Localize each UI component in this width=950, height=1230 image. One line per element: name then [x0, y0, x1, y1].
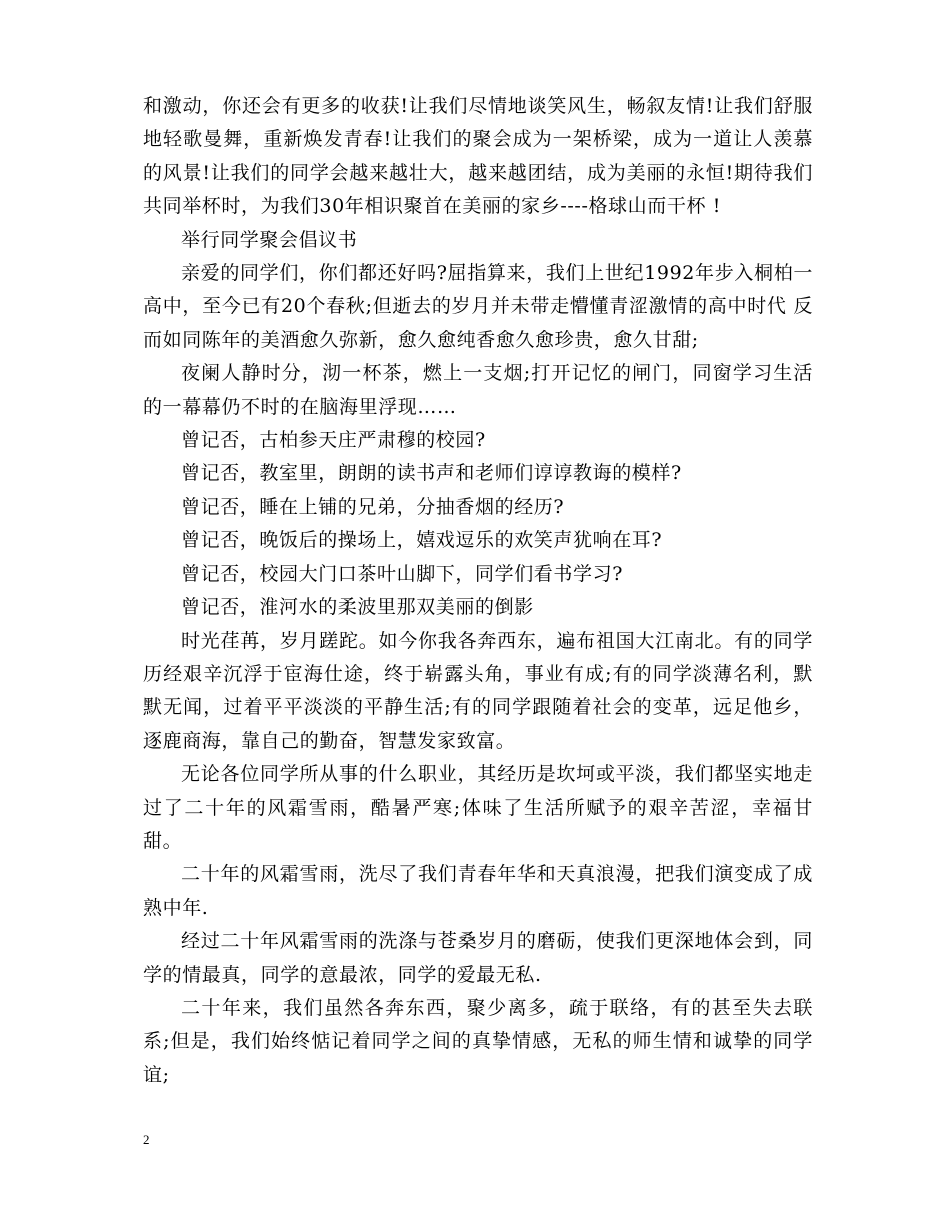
page-number: 2	[143, 1132, 150, 1147]
memory-line-6: 曾记否，淮河水的柔波里那双美丽的倒影	[181, 596, 534, 619]
memory-line-5: 曾记否，校园大门口茶叶山脚下，同学们看书学习?	[181, 562, 623, 585]
paragraph-3: 夜阑人静时分，沏一杯茶，燃上一支烟;打开记忆的闸门，同窗学习生活的一幕幕仍不时的在脑海里浮现……	[143, 362, 813, 418]
memory-line-4: 曾记否，晚饭后的操场上，嬉戏逗乐的欢笑声犹响在耳?	[181, 529, 663, 552]
paragraph-5: 无论各位同学所从事的什么职业，其经历是坎坷或平淡，我们都坚实地走过了二十年的风霜雪雨，酷暑严寒;体味了生活所赋予的艰辛苦涩，幸福甘甜。	[143, 763, 813, 852]
memory-line-3: 曾记否，睡在上铺的兄弟，分抽香烟的经历?	[181, 495, 565, 518]
document-body	[143, 90, 813, 1092]
paragraph-4: 时光荏苒，岁月蹉跎。如今你我各奔西东，遍布祖国大江南北。有的同学历经艰辛沉浮于宦海仕途，终于崭露头角，事业有成;有的同学淡薄名利，默默无闻，过着平平淡淡的平静生活;有的同学跟随着社会的变革，远足他乡，逐鹿商海，靠自己的勤奋，智慧发家致富。	[143, 629, 813, 752]
memory-line-2: 曾记否，教室里，朗朗的读书声和老师们谆谆教诲的模样?	[181, 462, 682, 485]
paragraph-7: 经过二十年风霜雪雨的洗涤与苍桑岁月的磨砺，使我们更深地体会到，同学的情最真，同学的意最浓，同学的爱最无私.	[143, 930, 813, 986]
paragraph-6: 二十年的风霜雪雨，洗尽了我们青春年华和天真浪漫，把我们演变成了成熟中年.	[143, 863, 813, 919]
memory-line-1: 曾记否，古柏参天庄严肃穆的校园?	[181, 429, 486, 452]
paragraph-1: 和激动，你还会有更多的收获!让我们尽情地谈笑风生，畅叙友情!让我们舒服地轻歌曼舞，重新焕发青春!让我们的聚会成为一架桥梁，成为一道让人羡慕的风景!让我们的同学会越来越壮大，越来越团结，成为美丽的永恒!期待我们共同举杯时，为我们30年相识聚首在美丽的家乡----格球山而干杯 !	[143, 95, 813, 218]
paragraph-8: 二十年来，我们虽然各奔东西，聚少离多，疏于联络，有的甚至失去联系;但是，我们始终惦记着同学之间的真挚情感，无私的师生情和诚挚的同学谊;	[143, 996, 813, 1086]
paragraph-2: 亲爱的同学们，你们都还好吗?屈指算来，我们上世纪1992年步入桐柏一高中，至今已有20个春秋;但逝去的岁月并未带走懵懂青涩激情的高中时代 反而如同陈年的美酒愈久弥新，愈久愈纯香愈久愈珍贵，愈久甘甜;	[143, 262, 813, 351]
section-heading: 举行同学聚会倡议书	[181, 228, 358, 251]
